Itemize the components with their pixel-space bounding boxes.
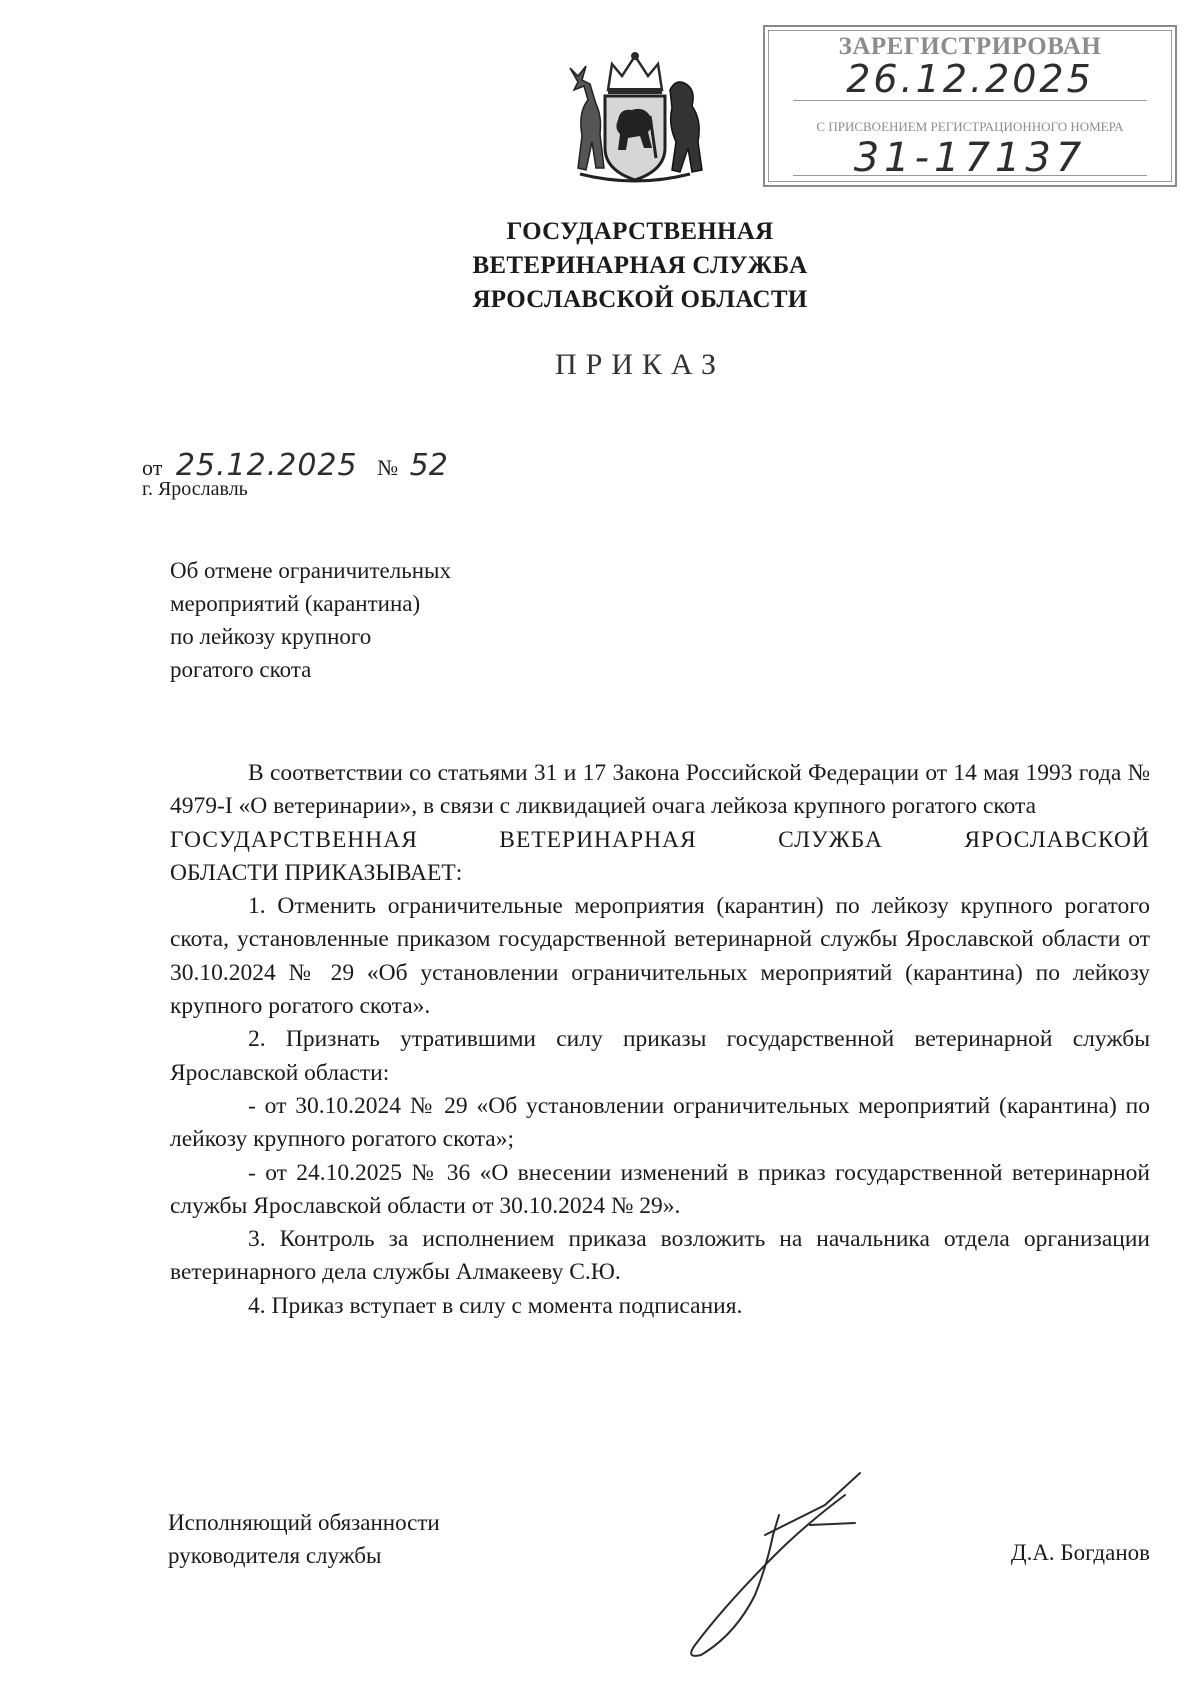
signatory-title-line: Исполняющий обязанности bbox=[168, 1510, 440, 1535]
preamble: В соответствии со статьями 31 и 17 Закона Российской Федерации от 14 мая 1993 года № 4979-I «О ветеринарии», в связи с ликвидацией очага лейкоза крупного рогатого скота bbox=[170, 760, 1150, 820]
organization-name bbox=[360, 215, 920, 317]
signatory-title bbox=[168, 1506, 440, 1572]
handwritten-signature bbox=[655, 1465, 885, 1665]
subject-line: Об отмене ограничительных bbox=[170, 558, 451, 583]
number-label: № bbox=[377, 455, 399, 480]
subject-line: мероприятий (карантина) bbox=[170, 591, 421, 616]
order-statement: ГОСУДАРСТВЕННАЯ ВЕТЕРИНАРНАЯ СЛУЖБА ЯРОСЛАВСКОЙ bbox=[170, 826, 1150, 853]
order-statement: ОБЛАСТИ ПРИКАЗЫВАЕТ: bbox=[170, 859, 463, 886]
stamp-divider bbox=[793, 100, 1147, 101]
item-2-b: - от 24.10.2025 № 36 «О внесении изменений в приказ государственной ветеринарной службы Ярославской области от 30.10.2024 № 29». bbox=[170, 1159, 1150, 1219]
order-subject bbox=[170, 554, 451, 686]
org-line: ВЕТЕРИНАРНАЯ СЛУЖБА bbox=[472, 252, 808, 279]
city: г. Ярославль bbox=[142, 478, 248, 500]
document-type: ПРИКАЗ bbox=[555, 348, 725, 381]
item-2-a: - от 30.10.2024 № 29 «Об установлении ограничительных мероприятий (карантина) по лейкозу крупного рогатого скота»; bbox=[170, 1092, 1150, 1153]
org-line: ЯРОСЛАВСКОЙ ОБЛАСТИ bbox=[472, 286, 808, 313]
org-line: ГОСУДАРСТВЕННАЯ bbox=[506, 218, 774, 245]
from-label: от bbox=[142, 455, 163, 480]
coat-of-arms-icon bbox=[560, 50, 710, 190]
subject-line: по лейкозу крупного bbox=[170, 624, 372, 649]
order-date: 25.12.2025 bbox=[175, 448, 358, 483]
stamp-handwritten-date: 26.12.2025 bbox=[846, 57, 1094, 101]
order-number: 52 bbox=[409, 448, 448, 483]
stamp-handwritten-number: 31-17137 bbox=[853, 135, 1087, 181]
registration-stamp bbox=[763, 25, 1177, 187]
item-2: 2. Признать утратившими силу приказы государственной ветеринарной службы Ярославской области: bbox=[170, 1026, 1150, 1086]
item-3: 3. Контроль за исполнением приказа возложить на начальника отдела организации ветеринарного дела службы Алмакееву С.Ю. bbox=[170, 1226, 1150, 1286]
subject-line: рогатого скота bbox=[170, 657, 312, 682]
stamp-subtitle: С ПРИСВОЕНИЕМ РЕГИСТРАЦИОННОГО НОМЕРА bbox=[816, 119, 1124, 134]
signatory-name: Д.А. Богданов bbox=[1010, 1540, 1150, 1565]
item-4: 4. Приказ вступает в силу с момента подписания. bbox=[248, 1292, 743, 1319]
stamp-divider bbox=[793, 175, 1147, 176]
signatory-title-line: руководителя службы bbox=[168, 1543, 382, 1568]
order-body bbox=[170, 757, 1150, 1323]
stamp-title: ЗАРЕГИСТРИРОВАН bbox=[838, 33, 1102, 60]
item-1: 1. Отменить ограничительные мероприятия (карантин) по лейкозу крупного рогатого скота, установленные приказом государственной ветеринарной службы Ярославской области от 30.10.2024 № 29 «Об установлении ограничительных мероприятий (карантина) по лейкозу крупного рогатого скота». bbox=[170, 893, 1150, 1020]
